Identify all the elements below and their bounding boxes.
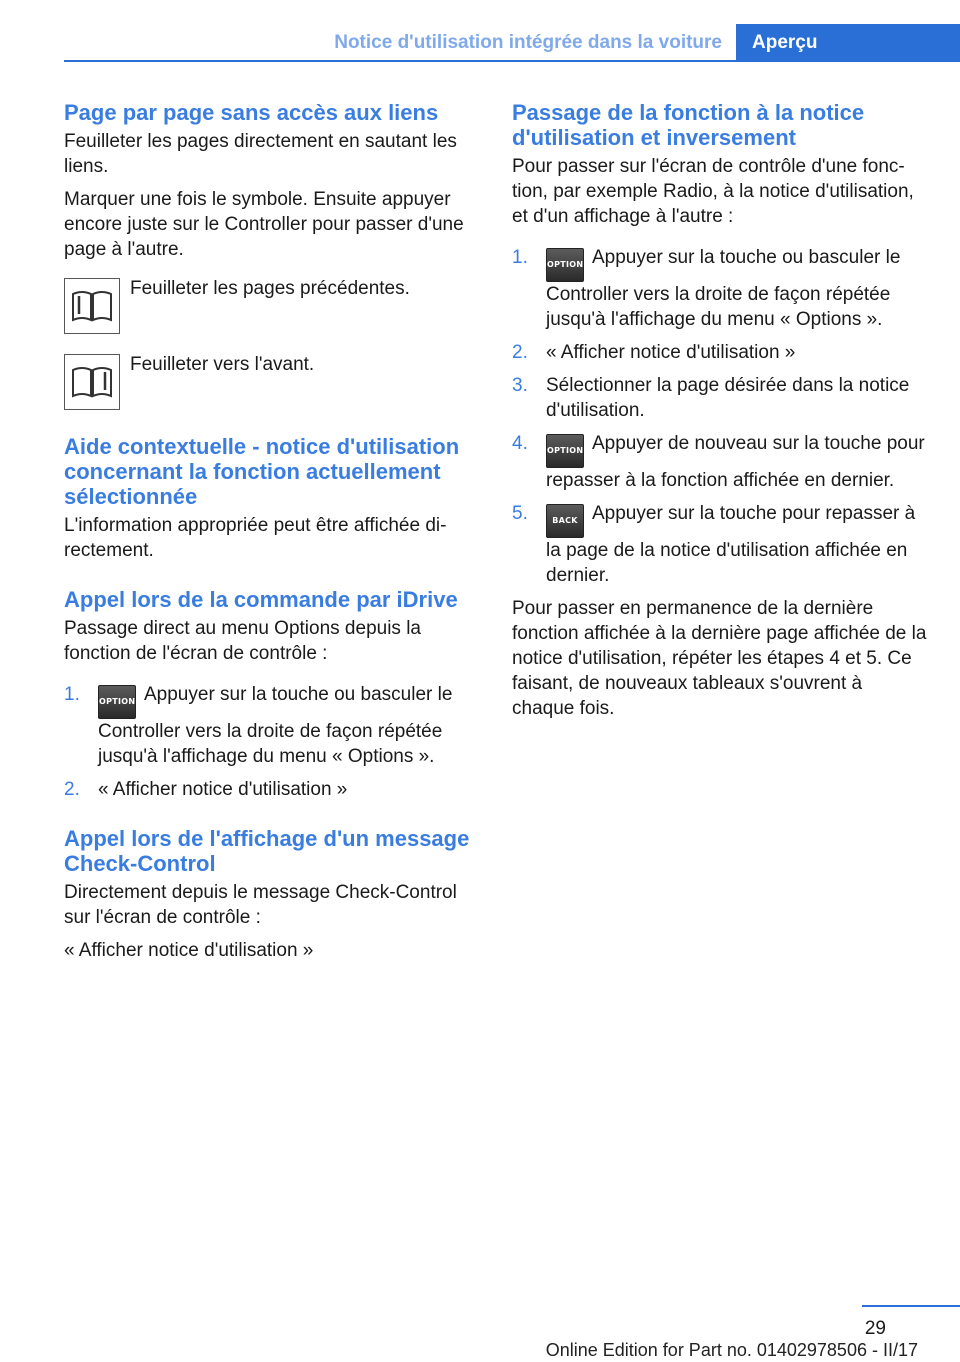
paragraph: Directement depuis le message Check-Control sur l'écran de contrôle : — [64, 882, 457, 928]
list-item — [512, 431, 928, 493]
paragraph: Marquer une fois le symbole. Ensuite appuyer encore juste sur le Controller pour passer d'une page à l'autre. — [64, 189, 464, 260]
page-number: 29 — [864, 1318, 886, 1339]
step-text: Appuyer de nouveau sur la touche pour repasser à la fonction affichée en dernier. — [546, 433, 925, 491]
paragraph: « Afficher notice d'utilisation » — [64, 940, 314, 961]
heading-contextual-help: Aide contextuelle - notice d'utilisation concernant la fonction actuellement sélectionnée — [64, 434, 460, 509]
list-item — [512, 340, 928, 365]
heading-idrive-call: Appel lors de la commande par iDrive — [64, 587, 458, 612]
symbol-back-label: Feuilleter les pages précédentes. — [130, 278, 410, 299]
list-item — [64, 777, 480, 802]
header-section-title: Notice d'utilisation intégrée dans la voiture — [334, 32, 722, 53]
step-number: 3. — [512, 375, 528, 396]
left-steps-list — [64, 682, 480, 802]
footer-divider — [862, 1305, 960, 1307]
footer-edition: Online Edition for Part no. 01402978506 - II/17 — [545, 1340, 918, 1360]
step-text: Sélectionner la page désirée dans la notice d'utilisation. — [546, 375, 910, 421]
step-text: Appuyer sur la touche pour repasser à la page de la notice d'utilisation affichée en dernier. — [546, 503, 916, 586]
paragraph: Pour passer en permanence de la dernière fonction affichée à la dernière page affichée de la notice d'utilisation, répéter les étapes 4 et 5. Ce faisant, de nouveaux tableaux s'ouvrent à chaque fois. — [512, 598, 927, 719]
right-column — [512, 100, 928, 729]
back-button-icon: BACK — [546, 504, 584, 538]
heading-page-by-page: Page par page sans accès aux liens — [64, 100, 439, 125]
step-number: 1. — [512, 247, 528, 268]
option-button-icon: OPTION — [546, 248, 584, 282]
list-item — [64, 682, 480, 769]
step-text: Appuyer sur la touche ou basculer le Controller vers la droite de façon répétée jusqu'à l'affichage du menu « Options ». — [98, 684, 453, 767]
list-item — [512, 373, 928, 423]
option-button-icon: OPTION — [546, 434, 584, 468]
paragraph: Pour passer sur l'écran de contrôle d'une fonction, par exemple Radio, à la notice d'utilisation, et d'un affichage à l'autre : — [512, 156, 914, 227]
step-number: 2. — [64, 779, 80, 800]
option-button-icon: OPTION — [98, 685, 136, 719]
left-column — [64, 100, 480, 971]
right-steps-list — [512, 245, 928, 588]
step-number: 4. — [512, 433, 528, 454]
symbol-forward-label: Feuilleter vers l'avant. — [130, 354, 315, 375]
paragraph: Passage direct au menu Options depuis la fonction de l'écran de contrôle : — [64, 618, 421, 664]
paragraph: L'information appropriée peut être affichée directement. — [64, 515, 447, 561]
book-back-icon — [64, 278, 120, 334]
step-text: « Afficher notice d'utilisation » — [98, 779, 348, 800]
paragraph: Feuilleter les pages directement en sautant les liens. — [64, 131, 457, 177]
symbol-row-back — [64, 278, 480, 334]
symbol-row-forward — [64, 354, 480, 410]
step-number: 1. — [64, 684, 80, 705]
heading-check-control: Appel lors de l'affichage d'un message Check-Control — [64, 826, 470, 876]
list-item — [512, 245, 928, 332]
header-tab: Aperçu — [736, 24, 960, 62]
step-text: Appuyer sur la touche ou basculer le Controller vers la droite de façon répétée jusqu'à l'affichage du menu « Options ». — [546, 247, 901, 330]
page-header — [64, 24, 960, 62]
step-number: 5. — [512, 503, 528, 524]
book-forward-icon — [64, 354, 120, 410]
heading-switch-function: Passage de la fonction à la notice d'utilisation et inversement — [512, 100, 865, 150]
step-text: « Afficher notice d'utilisation » — [546, 342, 796, 363]
list-item — [512, 501, 928, 588]
step-number: 2. — [512, 342, 528, 363]
